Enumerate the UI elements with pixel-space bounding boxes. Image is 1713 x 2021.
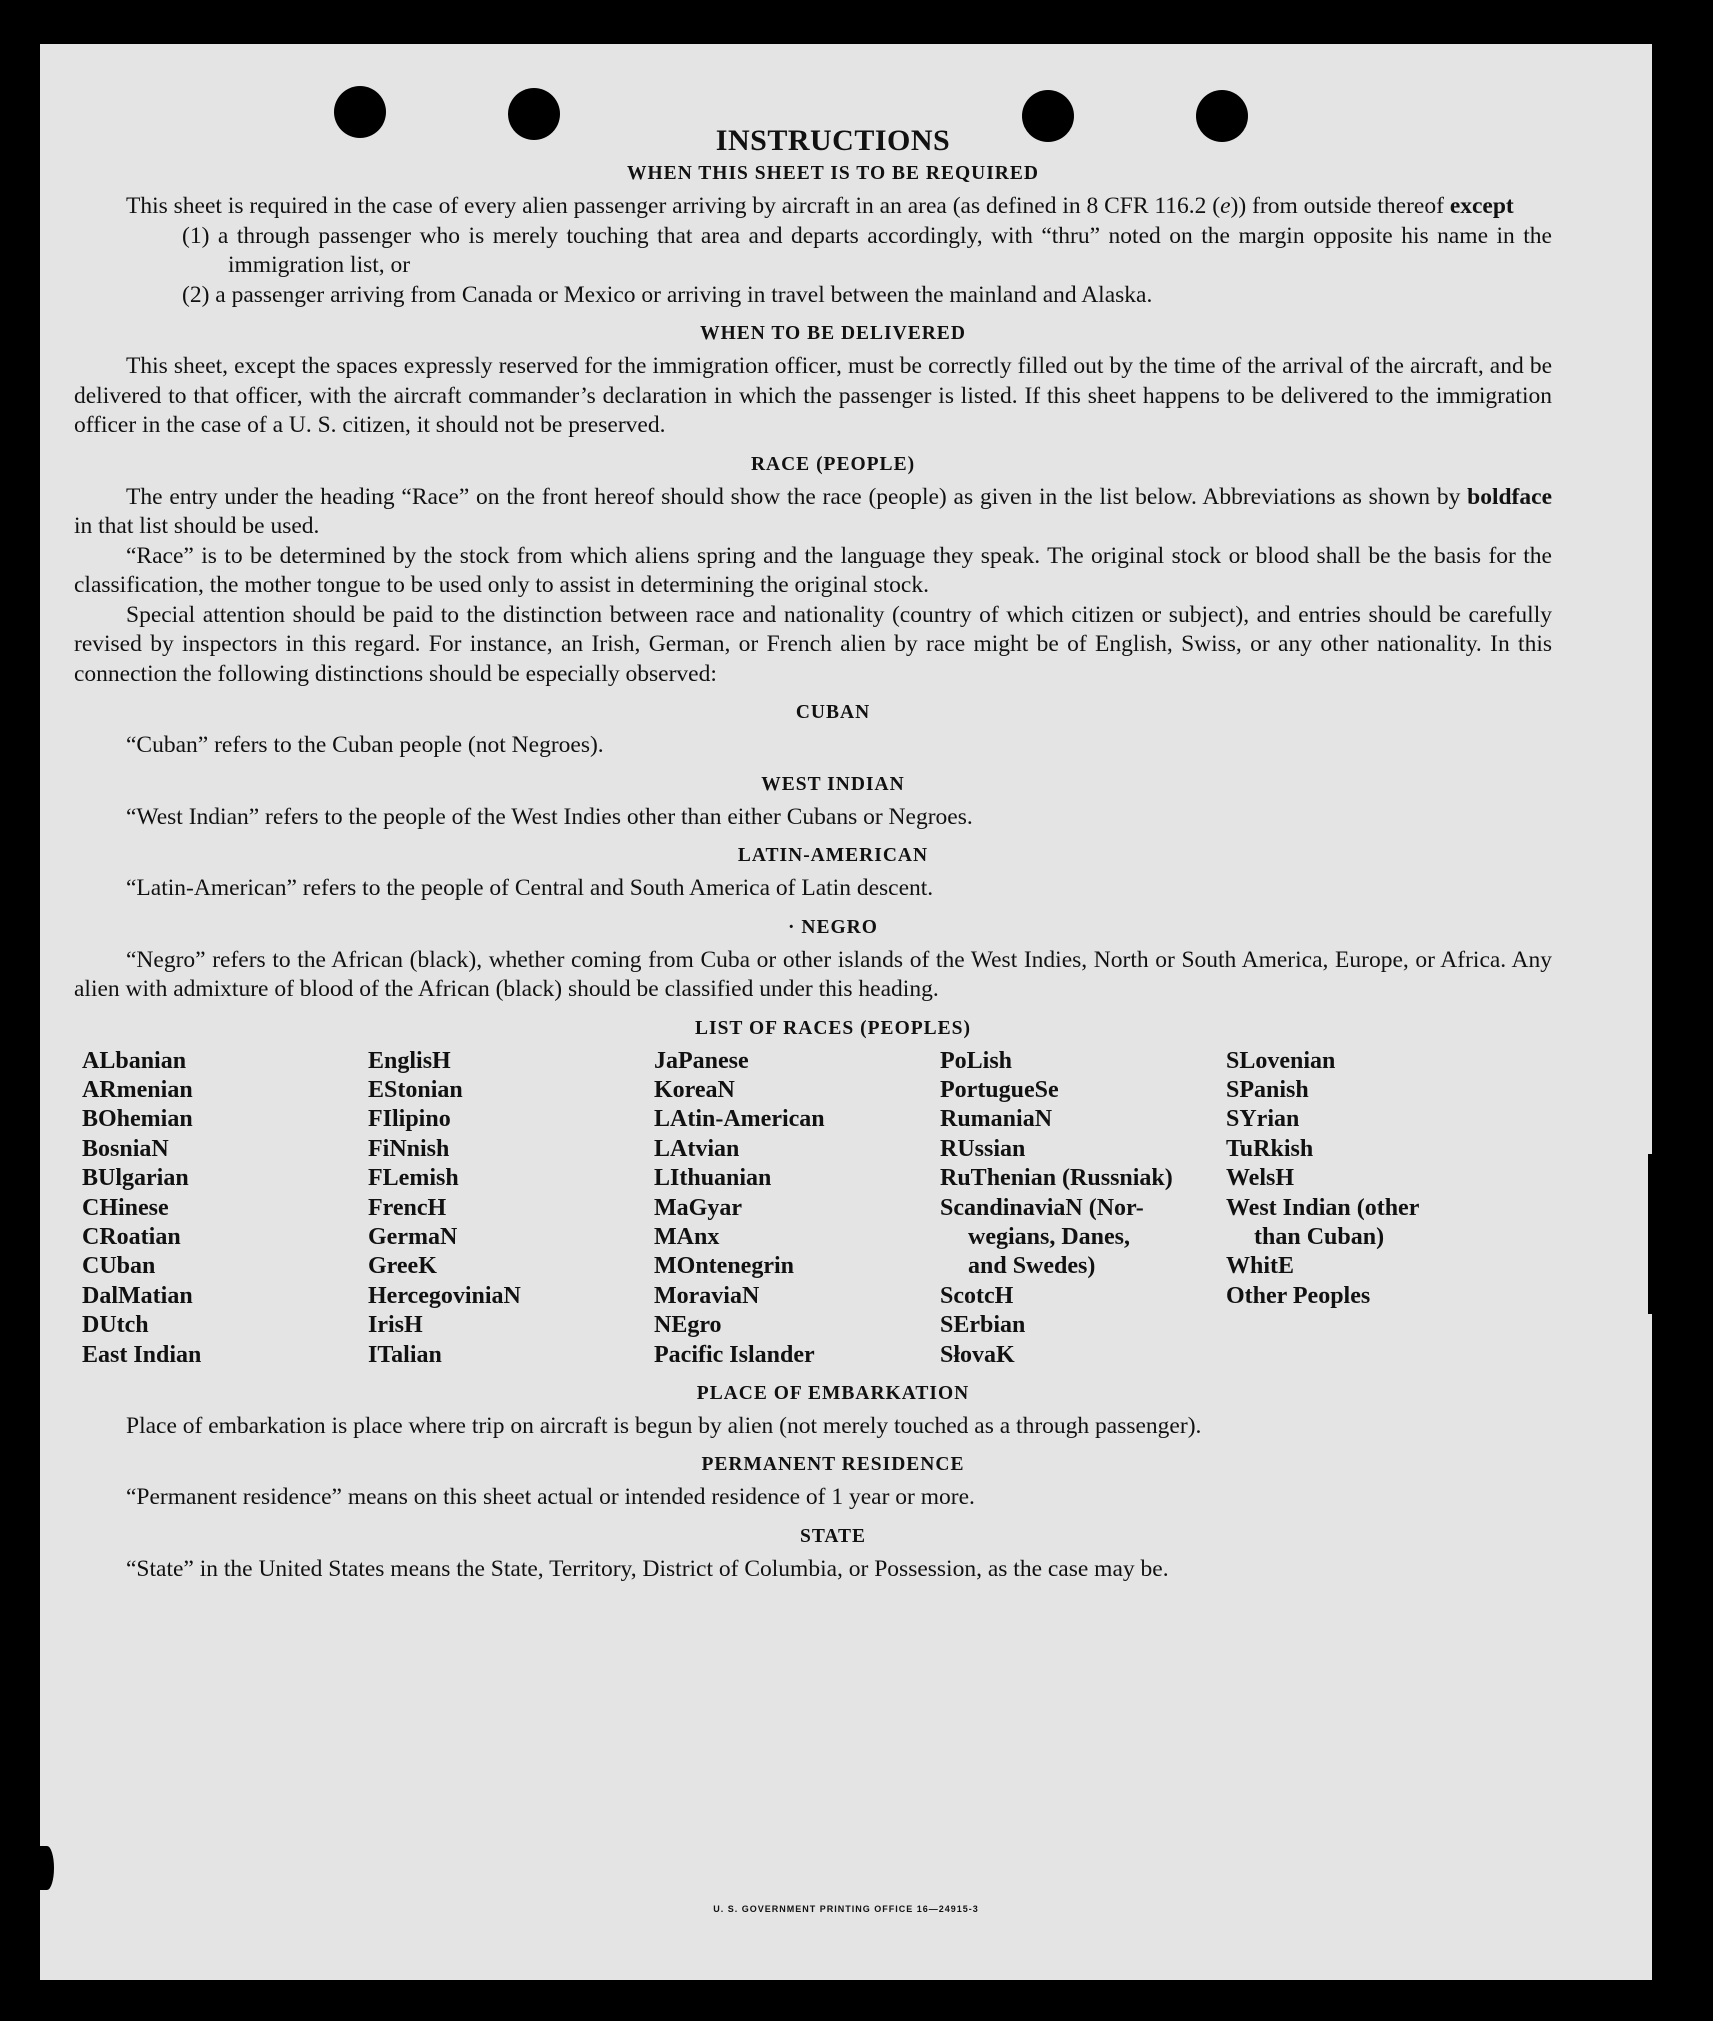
race-paragraph-2: “Race” is to be determined by the stock from which aliens spring and the language they speak. The original stock or blood shall be the basis for the classification, the mother tongue to be used only to assist in determining the original stock. — [74, 542, 1552, 598]
heading-embarkation: PLACE OF EMBARKATION — [696, 1382, 970, 1404]
heading-when-required: WHEN THIS SHEET IS TO BE REQUIRED — [627, 163, 1039, 184]
race-entry: DalMatian — [82, 1282, 193, 1309]
residence-text: “Permanent residence” means on this sheet actual or intended residence of 1 year or more. — [126, 1484, 975, 1511]
cuban-text: “Cuban” refers to the Cuban people (not Negroes). — [126, 732, 604, 758]
race-entry: Other Peoples — [1226, 1282, 1371, 1309]
embarkation-text: Place of embarkation is place where trip on aircraft is begun by alien (not merely touched as a through passenger). — [126, 1412, 1202, 1439]
exception-item-2: (2) a passenger arriving from Canada or Mexico or arriving in travel between the mainland and Alaska. — [182, 281, 1153, 308]
race-entry: SłovaK — [940, 1341, 1015, 1368]
race-entry: MoraviaN — [654, 1282, 760, 1309]
race-entry: JaPanese — [654, 1047, 749, 1074]
race-entry: LAtvian — [654, 1135, 740, 1162]
race-entry: KoreaN — [654, 1076, 735, 1103]
instructions-content — [74, 122, 1552, 1584]
race-entry: EnglisH — [368, 1047, 451, 1074]
race-entry: GermaN — [368, 1223, 458, 1250]
race-column — [368, 1047, 654, 1370]
race-entry: SErbian — [940, 1312, 1026, 1339]
race-column — [940, 1047, 1226, 1370]
race-entry: RUssian — [940, 1135, 1026, 1162]
race-entry: Pacific Islander — [654, 1341, 815, 1368]
race-entry: and Swedes) — [968, 1253, 1096, 1280]
torn-edge — [1648, 1154, 1660, 1314]
race-entry: ARmenian — [82, 1076, 193, 1103]
heading-state: STATE — [799, 1525, 867, 1547]
race-entry: MAnx — [654, 1223, 720, 1250]
west-indian-text: “West Indian” refers to the people of the West Indies other than either Cubans or Negroes. — [126, 803, 973, 830]
race-entry: PortugueSe — [940, 1076, 1059, 1103]
race-entry: HercegoviniaN — [368, 1282, 521, 1309]
race-entry: East Indian — [82, 1341, 202, 1368]
race-entry: WhitE — [1226, 1253, 1295, 1280]
heading-permanent-residence: PERMANENT RESIDENCE — [701, 1454, 965, 1476]
race-entry: SPanish — [1226, 1076, 1309, 1103]
when-required-text: This sheet is required in the case of every alien passenger arriving by aircraft in an area (as defined in 8 CFR 116.2 (e)) from outside thereof except — [126, 193, 1514, 219]
race-entry: CUban — [82, 1253, 156, 1280]
race-entry: RuThenian (Russniak) — [940, 1165, 1173, 1192]
heading-latin-american: LATIN-AMERICAN — [737, 845, 929, 866]
heading-cuban: CUBAN — [795, 702, 871, 723]
exception-item-1: (1) a through passenger who is merely touching that area and departs accordingly, with “thru” noted on the margin opposite his name in the immigration list, or — [182, 222, 1552, 278]
document-sheet — [40, 44, 1652, 1980]
race-entry: SLovenian — [1226, 1047, 1336, 1074]
heading-race: RACE (PEOPLE) — [750, 453, 916, 475]
negro-text: “Negro” refers to the African (black), whether coming from Cuba or other islands of the West Indies, North or South America, Europe, or Africa. Any alien with admixture of blood of the African (black) should be classified under this heading. — [74, 946, 1552, 1002]
race-entry: LAtin-American — [654, 1106, 825, 1133]
race-entry: ScotcH — [940, 1282, 1014, 1309]
race-column — [1226, 1047, 1512, 1370]
race-entry: FrencH — [368, 1194, 447, 1221]
heading-when-delivered: WHEN TO BE DELIVERED — [700, 323, 966, 344]
race-entry: CRoatian — [82, 1223, 181, 1250]
when-delivered-text: This sheet, except the spaces expressly reserved for the immigration officer, must be correctly filled out by the time of the arrival of the aircraft, and be delivered to that officer, with the aircraft commander’s declaration in which the passenger is listed. If this sheet happens to be delivered to the immigration officer in the case of a U. S. citizen, it should not be preserved. — [74, 353, 1552, 438]
printer-imprint: U. S. GOVERNMENT PRINTING OFFICE 16—24915-3 — [713, 1904, 979, 1914]
race-entry: FIlipino — [368, 1106, 451, 1133]
race-entry: PoLish — [940, 1047, 1013, 1074]
race-entry: than Cuban) — [1254, 1223, 1385, 1250]
race-column — [82, 1047, 368, 1370]
race-entry: WelsH — [1226, 1165, 1295, 1192]
page-title: INSTRUCTIONS — [715, 124, 951, 157]
race-entry: MOntenegrin — [654, 1253, 794, 1280]
race-entry: ITalian — [368, 1341, 442, 1368]
race-entry: NEgro — [654, 1312, 722, 1339]
heading-west-indian: WEST INDIAN — [761, 773, 905, 795]
latin-american-text: “Latin-American” refers to the people of Central and South America of Latin descent. — [126, 875, 934, 901]
race-entry: wegians, Danes, — [968, 1223, 1131, 1250]
race-paragraph-1: The entry under the heading “Race” on the front hereof should show the race (people) as given in the list below. Abbreviations as shown by boldface in that list should be used. — [74, 483, 1552, 539]
race-entry: FiNnish — [368, 1135, 450, 1162]
race-entry: BosniaN — [82, 1135, 169, 1162]
race-entry: BOhemian — [82, 1106, 193, 1133]
heading-list-of-races: LIST OF RACES (PEOPLES) — [694, 1017, 971, 1039]
torn-edge — [40, 1846, 54, 1890]
race-entry: CHinese — [82, 1194, 169, 1221]
race-entry: EStonian — [368, 1076, 463, 1103]
race-paragraph-3: Special attention should be paid to the distinction between race and nationality (country of which citizen or subject), and entries should be carefully revised by inspectors in this regard. For instance, an Irish, German, or French alien by race might be of English, Swiss, or any other nationality. In this connection the following distinctions should be especially observed: — [74, 601, 1552, 687]
race-entry: West Indian (other — [1226, 1194, 1420, 1221]
race-entry: BUlgarian — [82, 1165, 189, 1192]
race-list — [82, 1047, 1552, 1370]
race-entry: SYrian — [1226, 1106, 1300, 1133]
race-entry: TuRkish — [1226, 1135, 1314, 1162]
race-entry: LIthuanian — [654, 1165, 772, 1192]
race-entry: MaGyar — [654, 1194, 742, 1221]
heading-negro: · NEGRO — [788, 916, 878, 938]
race-entry: IrisH — [368, 1312, 423, 1339]
race-column — [654, 1047, 940, 1370]
race-entry: GreeK — [368, 1253, 437, 1280]
race-entry: ScandinaviaN (Nor- — [940, 1194, 1144, 1221]
race-entry: DUtch — [82, 1312, 149, 1339]
state-text: “State” in the United States means the State, Territory, District of Columbia, or Possession, as the case may be. — [126, 1555, 1169, 1582]
race-entry: RumaniaN — [940, 1106, 1053, 1133]
race-entry: FLemish — [368, 1165, 459, 1192]
race-entry: ALbanian — [82, 1047, 187, 1074]
